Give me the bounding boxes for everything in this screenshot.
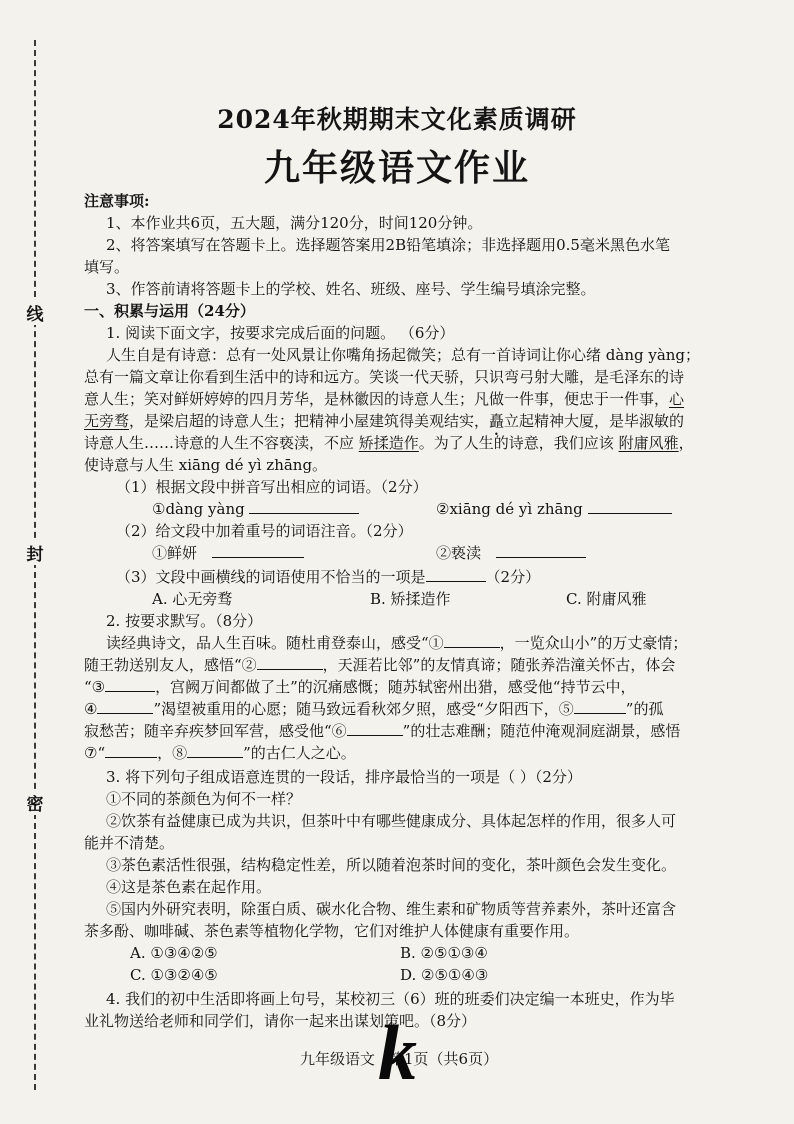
answer-blank[interactable] [257,655,323,670]
dictation-text: ，宫阙万间都做了土”的沉痛感慨；随苏轼密州出猎，感受他“持节云中， [155,678,636,696]
option-d[interactable]: D. ②⑤①④③ [400,966,489,984]
dictation-line [84,742,356,764]
answer-row [152,542,304,564]
answer-label: ①鲜妍 [152,544,198,562]
answer-label: ②亵渎 [436,544,482,562]
dictation-text: 读经典诗文，品人生百味。随杜甫登泰山，感受“① [106,634,444,652]
passage-line: 使诗意与人生 xiāng dé yì zhāng。 [84,456,328,474]
dictation-text: 寂愁苦；随辛弃疾梦回军营，感受他“⑥ [84,722,347,740]
question-stem: 业礼物送给老师和同学们，请你一起来出谋划策吧。（8分） [84,1012,477,1030]
option-a[interactable]: A. 心无旁骛 [152,590,233,608]
answer-label: ①dàng yàng [152,500,245,518]
dictation-text: “③ [84,678,106,696]
answer-row [152,498,359,520]
answer-row [436,542,586,564]
answer-blank[interactable] [212,543,304,558]
binding-dashed-line [34,40,36,1090]
answer-blank[interactable] [588,499,672,514]
note-item: 1、本作业共6页，五大题，满分120分，时间120分钟。 [106,214,483,232]
footer-subject: 九年级语文 [300,1050,376,1068]
answer-blank[interactable] [187,743,243,758]
answer-blank[interactable] [574,699,626,714]
underlined-word: 附庸风雅 [618,434,679,452]
option-b[interactable]: B. 矫揉造作 [370,590,451,608]
section-heading: 一、积累与运用（24分） [84,302,255,320]
binding-char-seal: 封 [24,540,46,565]
dictation-text: ，一览众山小”的万丈豪情； [499,634,688,652]
dictation-text: ④ [84,700,98,718]
note-item: 2、将答案填写在答题卡上。选择题答案用2B铅笔填涂；非选择题用0.5毫米黑色水笔 [106,236,670,254]
binding-char-line: 线 [24,300,46,325]
passage-text: ， [678,434,694,452]
answer-row [436,498,672,520]
option-c[interactable]: C. ①③②④⑤ [130,966,218,984]
sentence-item: ②饮茶有益健康已成为共识，但茶叶中有哪些健康成分、具体起怎样的作用，很多人可 [106,812,677,830]
question-stem: 1. 阅读下面文字，按要求完成后面的问题。 （6分） [106,324,455,342]
exam-title: 2024年秋期期末文化素质调研 [217,105,577,134]
passage-line: 人生自是有诗意：总有一处风景让你嘴角扬起微笑；总有一首诗词让你心绪 dàng yàng； [106,346,701,364]
sentence-item: ①不同的茶颜色为何不一样？ [106,790,302,808]
passage-line [84,432,694,454]
question-stem: 4. 我们的初中生活即将画上句号，某校初三（6）班的班委们决定编一本班史，作为毕 [106,990,675,1008]
underlined-word: 矫揉造作 [358,434,419,452]
answer-blank[interactable] [105,677,155,692]
dictation-text: ”的壮志难酬；随范仲淹观洞庭湖景，感悟 [402,722,681,740]
passage-text: 诗意人生……诗意的人生不容亵渎，不应 [84,434,359,452]
sentence-item: ⑤国内外研究表明，除蛋白质、碳水化合物、维生素和矿物质等营养素外，茶叶还富含 [106,900,677,918]
sub-question [116,566,540,588]
note-item: 填写。 [84,258,130,276]
dictation-text: ”的古仁人之心。 [243,744,356,762]
dictation-text: 随王勃送别友人，感悟“② [84,656,257,674]
option-b[interactable]: B. ②⑤①③④ [400,944,488,962]
dictation-line [84,720,680,742]
sentence-item: ④这是茶色素在起作用。 [106,878,272,896]
option-c[interactable]: C. 附庸风雅 [566,590,647,608]
sentence-item: 茶多酚、咖啡碱、茶色素等植物化学物，它们对维护人体健康有重要作用。 [84,922,580,940]
passage-text: 。为了人生的诗意，我们应该 [418,434,619,452]
answer-blank[interactable] [496,543,586,558]
dictation-text: ”渴望被重用的心愿；随马致远看秋郊夕照，感受“夕阳西下，⑤ [153,700,574,718]
sub-question: （2）给文段中加着重号的词语注音。（2分） [116,522,413,540]
dictation-text: ”的孤 [625,700,664,718]
exam-subtitle: 九年级语文作业 [263,147,530,189]
note-item: 3、作答前请将答题卡上的学校、姓名、班级、座号、学生编号填涂完整。 [106,280,596,298]
passage-text: 立起精神大厦，是毕淑敏的 [504,412,685,430]
dictation-text: ，天涯若比邻”的友情真谛；随张养浩潼关怀古，体会 [322,656,676,674]
passage-line [84,388,684,410]
question-stem: 2. 按要求默写。（8分） [106,612,263,630]
binding-char-secret: 密 [24,790,46,815]
dictation-line [84,654,675,676]
sentence-item: 能并不清楚。 [84,834,175,852]
sub-question-score: （2分） [485,568,541,586]
option-a[interactable]: A. ①③④②⑤ [130,944,218,962]
dictation-line [84,676,635,698]
sub-question-text: （3）文段中画横线的词语使用不恰当的一项是 [116,568,426,586]
dictation-text: ，⑧ [157,744,188,762]
underlined-word: 心 [669,390,685,408]
dictation-line [106,632,687,654]
dictation-line [84,698,663,720]
passage-text: ，是梁启超的诗意人生；把精神小屋建筑得美观结实， [129,412,490,430]
dictation-text: ⑦“ [84,744,106,762]
passage-text: 意人生；笑对鲜妍婷婷的四月芳华，是林徽因的诗意人生；凡做一件事，便忠于一件事， [84,390,670,408]
answer-blank[interactable] [97,699,153,714]
passage-line: 总有一篇文章让你看到生活中的诗和远方。笑谈一代天骄，只识弯弓射大雕，是毛泽东的诗 [84,368,685,386]
answer-blank[interactable] [444,633,500,648]
answer-blank[interactable] [105,743,157,758]
answer-blank[interactable] [347,721,403,736]
answer-blank[interactable] [426,567,486,582]
sub-question: （1）根据文段中拼音写出相应的词语。（2分） [116,478,428,496]
handwritten-k-mark: k [378,1009,417,1096]
answer-label: ②xiāng dé yì zhāng [436,500,583,518]
dotted-char: 矗 [489,412,505,430]
question-stem: 3. 将下列句子组成语意连贯的一段话，排序最恰当的一项是（ ）（2分） [106,768,582,786]
sentence-item: ③茶色素活性很强，结构稳定性差，所以随着泡茶时间的变化，茶叶颜色会发生变化。 [106,856,677,874]
footer-page-number: 第1页（共6页） [389,1050,499,1068]
answer-blank[interactable] [249,499,359,514]
notes-heading: 注意事项: [84,192,150,210]
underlined-word: 无旁骛 [84,412,130,430]
